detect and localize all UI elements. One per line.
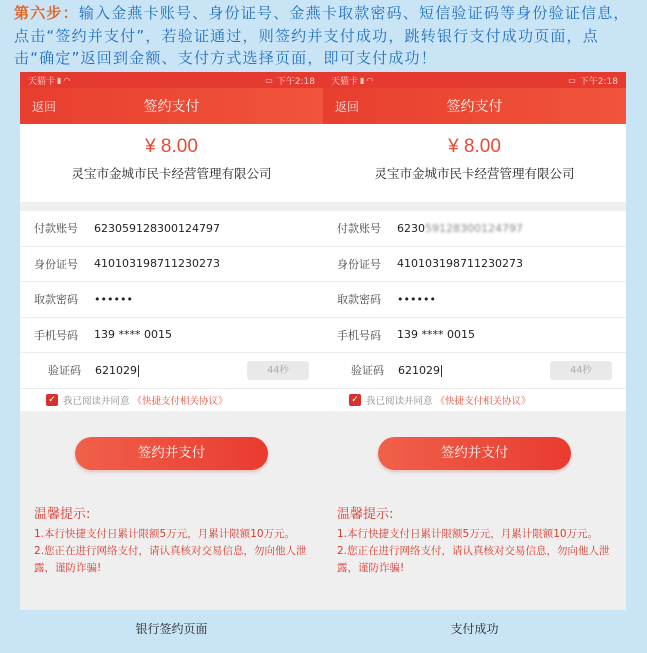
- code-label: 验证码: [351, 364, 384, 378]
- code-input[interactable]: [95, 364, 139, 377]
- account-row[interactable]: [20, 211, 323, 247]
- title-bar: [323, 88, 626, 124]
- phone-screenshot-left: [20, 72, 323, 610]
- id-input[interactable]: 410103198711230273: [397, 257, 523, 271]
- password-row[interactable]: [323, 282, 626, 318]
- phone-row[interactable]: [20, 318, 323, 354]
- agreement-row: [323, 389, 626, 411]
- id-row[interactable]: [323, 247, 626, 283]
- payment-amount: ¥ 8.00: [145, 136, 198, 157]
- code-value: 621029: [95, 363, 137, 377]
- tip-line-2: 2.您正在进行网络支付，请认真核对交易信息，勿向他人泄露，谨防诈骗!: [34, 544, 307, 574]
- password-row[interactable]: [20, 282, 323, 318]
- status-time: 下午2:18: [276, 76, 315, 87]
- tip-line-2: 2.您正在进行网络支付，请认真核对交易信息，勿向他人泄露，谨防诈骗!: [337, 544, 610, 574]
- sign-form: [20, 211, 323, 411]
- caption-right: 支付成功: [450, 622, 499, 636]
- agree-text: 我已阅读并同意: [63, 395, 130, 407]
- tips-title: 温馨提示:: [34, 506, 91, 522]
- code-input[interactable]: [398, 364, 442, 377]
- agree-text: 我已阅读并同意: [366, 395, 433, 407]
- resend-countdown-button[interactable]: 44秒: [247, 361, 309, 380]
- battery-icon: ▭: [568, 75, 576, 85]
- signal-icon: ▮: [360, 75, 365, 85]
- battery-icon: ▭: [265, 75, 273, 85]
- tip-line-1: 1.本行快捷支付日累计限额5万元，月累计限额10万元。: [34, 527, 296, 540]
- amount-card: [323, 124, 626, 202]
- code-label: 验证码: [48, 364, 81, 378]
- code-row[interactable]: [20, 353, 323, 389]
- agree-checkbox[interactable]: ✓: [46, 394, 58, 406]
- caption-left: 银行签约页面: [135, 622, 208, 636]
- account-label: 付款账号: [337, 222, 381, 236]
- back-button[interactable]: 返回: [32, 99, 57, 114]
- password-input[interactable]: ••••••: [94, 292, 133, 306]
- phone-label: 手机号码: [337, 328, 381, 342]
- status-bar: [20, 72, 323, 88]
- text-cursor: [138, 365, 139, 377]
- phone-row[interactable]: [323, 318, 626, 354]
- agreement-link[interactable]: 《快捷支付相关协议》: [435, 395, 531, 407]
- step-description: 输入金燕卡账号、身份证号、金燕卡取款密码、短信验证码等身份验证信息，点击“签约并支付”，若验证通过，则签约并支付成功，跳转银行支付成功页面，点击“确定”返回到金额、支付方式选择页面，即可支付成功！: [14, 4, 630, 67]
- phone-screenshot-right: [323, 72, 626, 610]
- status-time: 下午2:18: [579, 76, 618, 87]
- account-blurred: 591283001247​97: [425, 221, 523, 235]
- account-input[interactable]: 6230591283001247​97: [94, 221, 220, 235]
- tips-title: 温馨提示:: [337, 506, 394, 522]
- tip-line-1: 1.本行快捷支付日累计限额5万元，月累计限额10万元。: [337, 527, 599, 540]
- back-button[interactable]: 返回: [335, 99, 360, 114]
- payment-amount: ¥ 8.00: [448, 136, 501, 157]
- agree-checkbox[interactable]: ✓: [349, 394, 361, 406]
- wifi-icon: ◠: [366, 75, 374, 85]
- text-cursor: [441, 365, 442, 377]
- password-input[interactable]: ••••••: [397, 292, 436, 306]
- signal-icon: ▮: [57, 75, 62, 85]
- sign-form: [323, 211, 626, 411]
- id-row[interactable]: [20, 247, 323, 283]
- amount-card: [20, 124, 323, 202]
- page-title: 签约支付: [446, 99, 503, 115]
- account-label: 付款账号: [34, 222, 78, 236]
- sign-and-pay-button[interactable]: 签约并支付: [75, 437, 268, 470]
- account-row[interactable]: [323, 211, 626, 247]
- resend-countdown-button[interactable]: 44秒: [550, 361, 612, 380]
- id-label: 身份证号: [34, 257, 78, 271]
- carrier-label: 天猫卡: [331, 76, 359, 87]
- button-area: [323, 411, 626, 497]
- tips-section: [20, 497, 323, 577]
- code-row[interactable]: [323, 353, 626, 389]
- merchant-name: 灵宝市金城市民卡经营管理有限公司: [374, 166, 575, 181]
- password-label: 取款密码: [337, 293, 381, 307]
- password-label: 取款密码: [34, 293, 78, 307]
- account-prefix: 6230: [397, 221, 425, 235]
- page-title: 签约支付: [143, 99, 200, 115]
- account-input[interactable]: [397, 222, 523, 235]
- phone-value: 139 **** 0015: [397, 328, 475, 342]
- id-input[interactable]: 410103198711230273: [94, 257, 220, 271]
- instruction-text: [14, 2, 639, 70]
- carrier-label: 天猫卡: [28, 76, 56, 87]
- title-bar: [20, 88, 323, 124]
- wifi-icon: ◠: [63, 75, 71, 85]
- button-area: [20, 411, 323, 497]
- sign-and-pay-button[interactable]: 签约并支付: [378, 437, 571, 470]
- merchant-name: 灵宝市金城市民卡经营管理有限公司: [71, 166, 272, 181]
- phone-value: 139 **** 0015: [94, 328, 172, 342]
- tips-section: [323, 497, 626, 577]
- code-value: 621029: [398, 363, 440, 377]
- status-bar: [323, 72, 626, 88]
- agreement-link[interactable]: 《快捷支付相关协议》: [132, 395, 228, 407]
- agreement-row: [20, 389, 323, 411]
- step-label: 第六步：: [14, 4, 79, 22]
- id-label: 身份证号: [337, 257, 381, 271]
- phone-label: 手机号码: [34, 328, 78, 342]
